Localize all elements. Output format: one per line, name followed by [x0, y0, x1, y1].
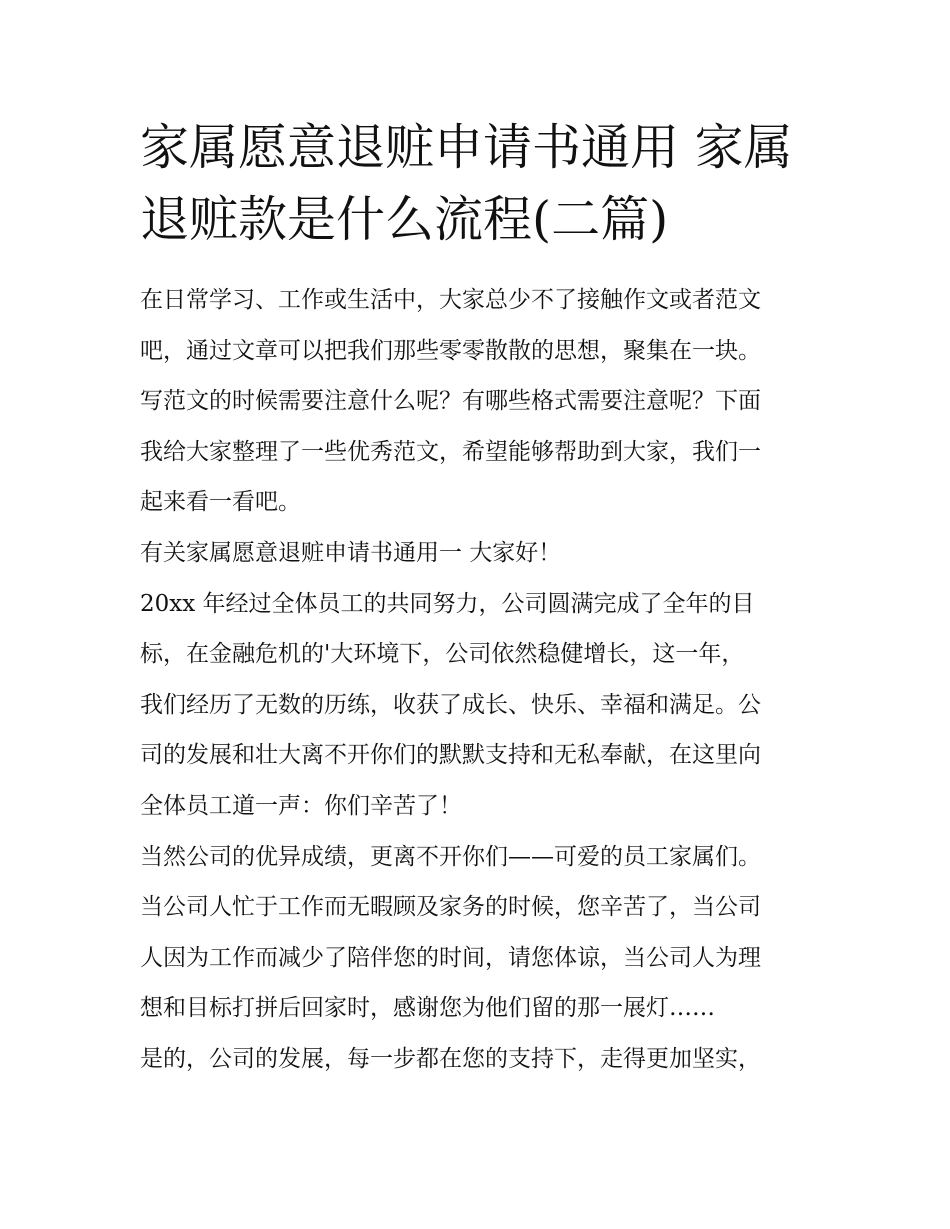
body-line: 我给大家整理了一些优秀范文，希望能够帮助到大家，我们一	[140, 438, 761, 465]
body-line: 有关家属愿意退赃申请书通用一 大家好！	[140, 539, 562, 566]
body-line: 起来看一看吧。	[140, 489, 301, 516]
body-line: 是的，公司的发展，每一步都在您的支持下，走得更加坚实，	[140, 1045, 761, 1072]
body-line: 在日常学习、工作或生活中，大家总少不了接触作文或者范文	[140, 287, 761, 313]
body-line: 写范文的时候需要注意什么呢？有哪些格式需要注意呢？下面	[140, 388, 761, 415]
body-line: 20xx 年经过全体员工的共同努力，公司圆满完成了全年的目	[140, 590, 755, 617]
body-line: 吧，通过文章可以把我们那些零零散散的思想，聚集在一块。	[140, 337, 761, 364]
body-line: 当公司人忙于工作而无暇顾及家务的时候，您辛苦了，当公司	[140, 894, 761, 921]
body-line: 人因为工作而减少了陪伴您的时间，请您体谅，当公司人为理	[140, 944, 761, 971]
title-line-1: 家属愿意退赃申请书通用 家属	[140, 119, 793, 176]
title-line-2: 退赃款是什么流程(二篇)	[140, 191, 669, 248]
document-body	[140, 280, 830, 1090]
body-line: 标，在金融危机的'大环境下，公司依然稳健增长，这一年，	[140, 641, 745, 668]
page-title	[140, 112, 820, 256]
body-line: 当然公司的优异成绩，更离不开你们——可爱的员工家属们。	[140, 843, 761, 870]
body-line: 全体员工道一声：你们辛苦了！	[140, 792, 462, 819]
body-line: 司的发展和壮大离不开你们的默默支持和无私奉献，在这里向	[140, 742, 761, 769]
body-line: 想和目标打拼后回家时，感谢您为他们留的那一展灯……	[140, 995, 715, 1022]
body-line: 我们经历了无数的历练，收获了成长、快乐、幸福和满足。公	[140, 691, 761, 718]
